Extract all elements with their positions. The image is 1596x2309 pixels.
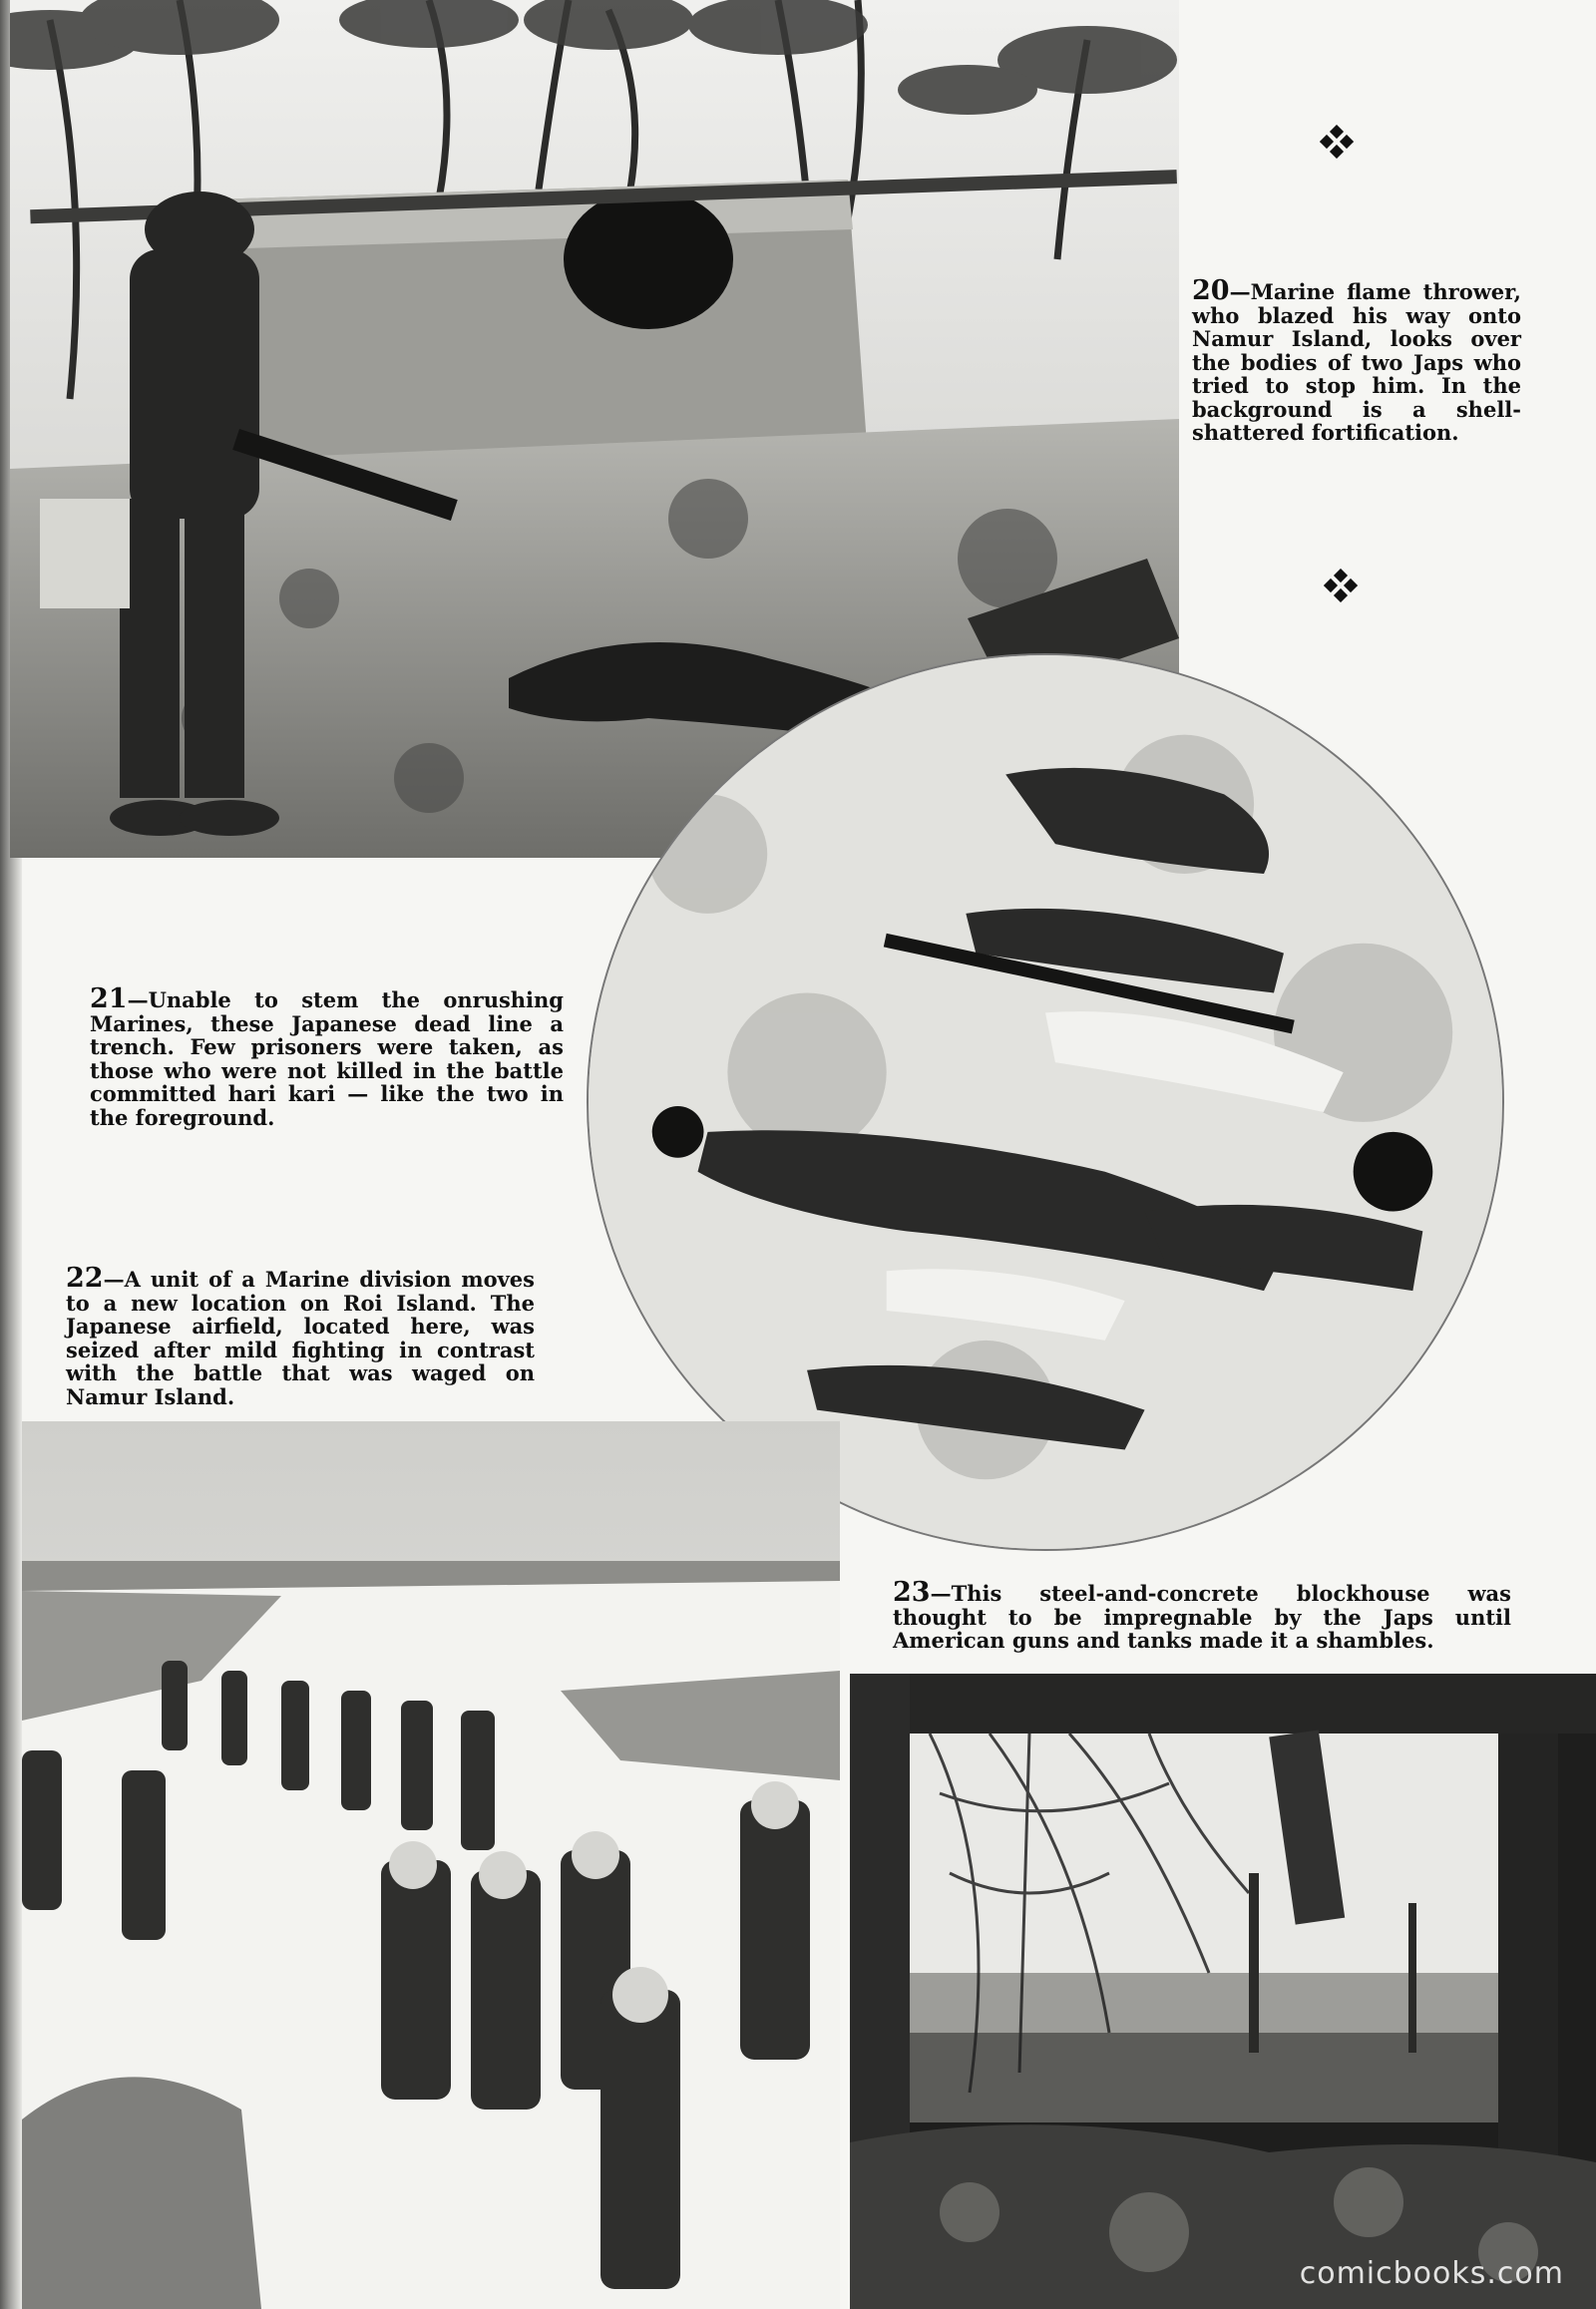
caption-22 [66, 1263, 535, 1409]
caption-23 [893, 1577, 1511, 1653]
caption-number: 21 [90, 983, 128, 1014]
photo-blockhouse [850, 1674, 1596, 2309]
caption-text: —Marine flame thrower, who blazed his way onto Namur Island, looks over the bodies of two Japs who tried to stop him. In the background is a shell-shattered fortification. [1192, 279, 1521, 445]
diamond-ornament-icon [1320, 125, 1354, 159]
diamond-ornament-icon [1324, 569, 1358, 602]
caption-number: 20 [1192, 275, 1230, 306]
photo-trench-circle [587, 653, 1504, 1551]
caption-number: 23 [893, 1577, 931, 1608]
photo-marines-marching [22, 1421, 840, 2309]
caption-text: —Unable to stem the onrushing Marines, these Japanese dead line a trench. Few prisoners were taken, as those who were not killed in the battle committed hari kari — like the two in the foreground. [90, 987, 564, 1130]
caption-text: —This steel-and-concrete blockhouse was thought to be impregnable by the Japs until American guns and tanks made it a shambles. [893, 1581, 1511, 1653]
caption-20 [1192, 275, 1521, 445]
caption-21 [90, 983, 564, 1130]
caption-number: 22 [66, 1263, 104, 1294]
watermark: comicbooks.com [1299, 2256, 1564, 2291]
caption-text: —A unit of a Marine division moves to a new location on Roi Island. The Japanese airfield, located here, was seized after mild fighting in contrast with the battle that was waged on Namur Island. [66, 1267, 535, 1409]
